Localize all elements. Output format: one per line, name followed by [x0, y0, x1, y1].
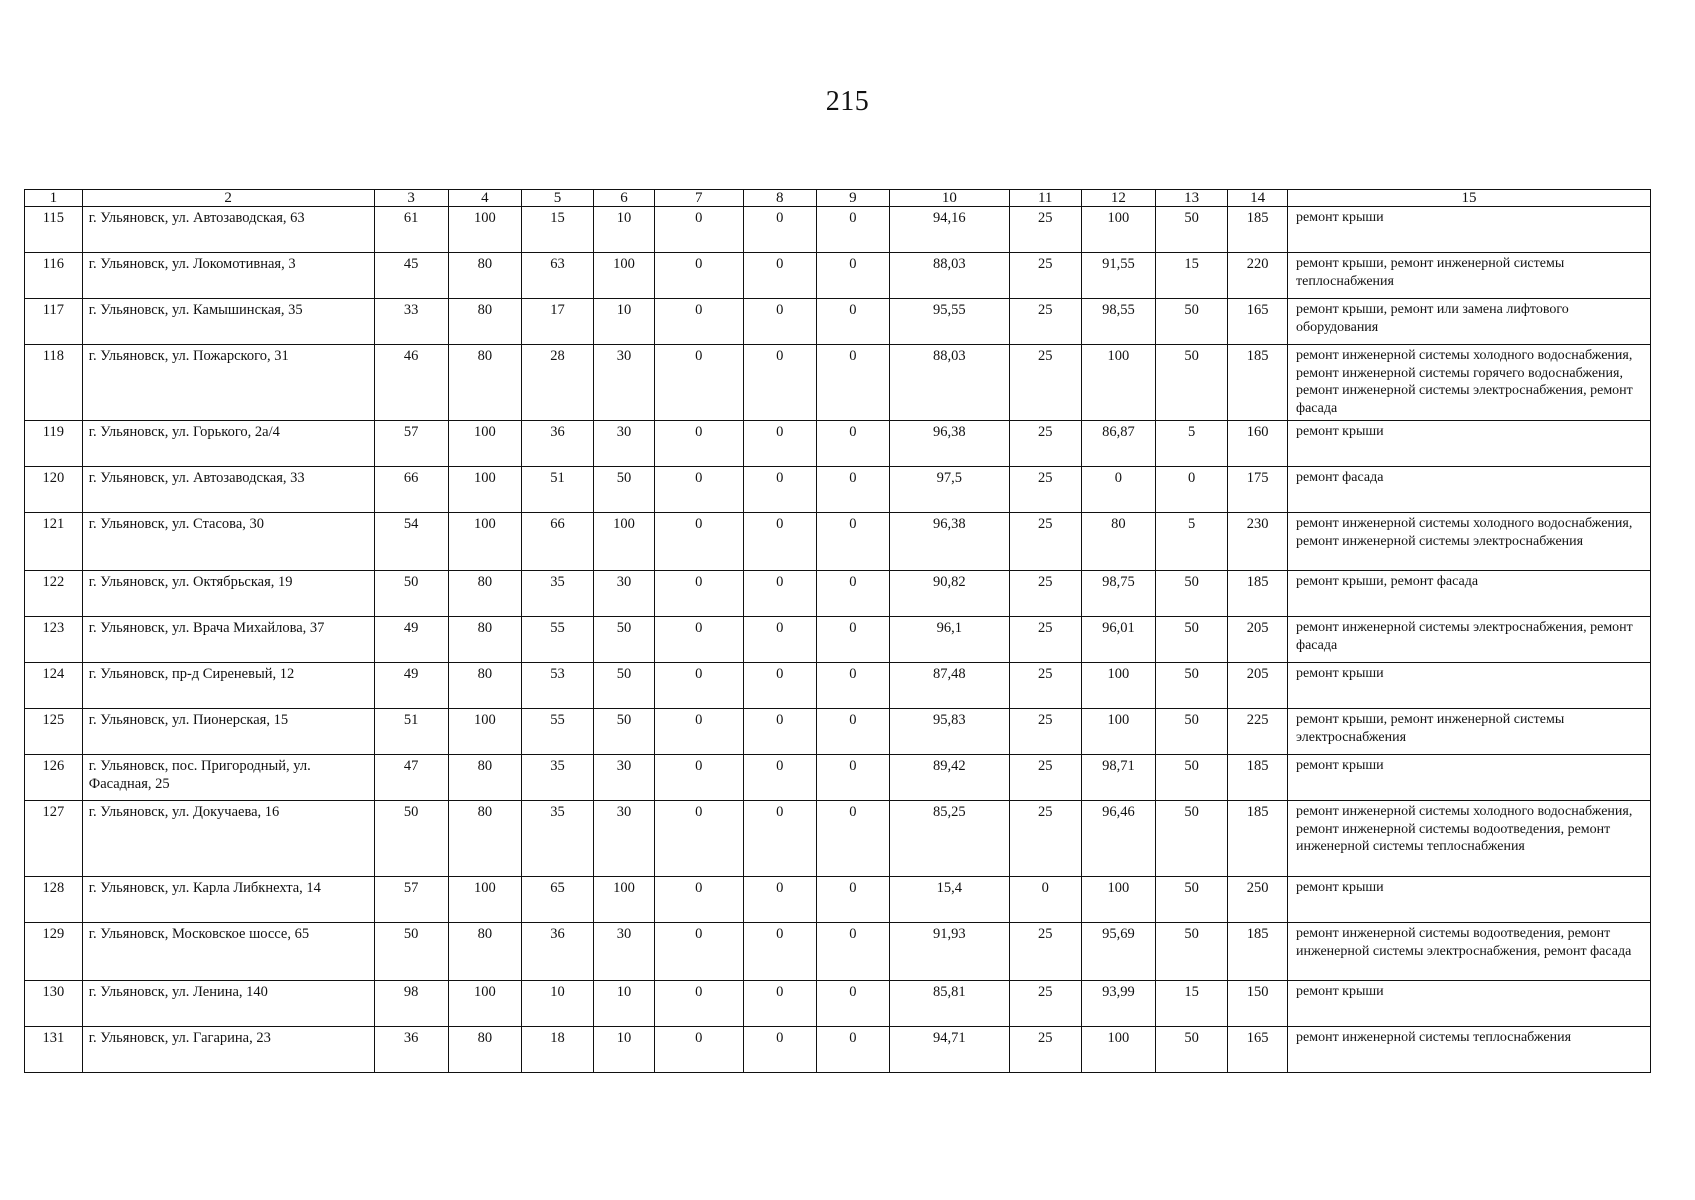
- value-cell-c8: 0: [743, 877, 816, 923]
- value-cell-c3: 49: [374, 617, 448, 663]
- value-cell-c7: 0: [654, 513, 743, 571]
- value-cell-c7: 0: [654, 663, 743, 709]
- value-cell-c9: 0: [816, 421, 889, 467]
- row-number: 121: [25, 513, 83, 571]
- value-cell-c14: 220: [1228, 253, 1288, 299]
- column-header-12: 12: [1081, 190, 1155, 207]
- row-number: 117: [25, 299, 83, 345]
- value-cell-c7: 0: [654, 467, 743, 513]
- value-cell-c11: 25: [1009, 755, 1081, 801]
- value-cell-c8: 0: [743, 513, 816, 571]
- value-cell-c5: 51: [521, 467, 593, 513]
- value-cell-c13: 5: [1156, 421, 1228, 467]
- column-header-4: 4: [448, 190, 521, 207]
- value-cell-c3: 49: [374, 663, 448, 709]
- table-row: [25, 877, 1651, 923]
- value-cell-c3: 45: [374, 253, 448, 299]
- works-cell: ремонт инженерной системы теплоснабжения: [1288, 1027, 1651, 1073]
- value-cell-c11: 25: [1009, 709, 1081, 755]
- value-cell-c4: 100: [448, 513, 521, 571]
- value-cell-c14: 185: [1228, 207, 1288, 253]
- value-cell-c11: 25: [1009, 513, 1081, 571]
- value-cell-c12: 86,87: [1081, 421, 1155, 467]
- value-cell-c9: 0: [816, 755, 889, 801]
- value-cell-c3: 47: [374, 755, 448, 801]
- table-row: [25, 755, 1651, 801]
- value-cell-c4: 80: [448, 663, 521, 709]
- table-row: [25, 663, 1651, 709]
- value-cell-c6: 10: [594, 207, 655, 253]
- value-cell-c9: 0: [816, 207, 889, 253]
- value-cell-c8: 0: [743, 571, 816, 617]
- value-cell-c12: 91,55: [1081, 253, 1155, 299]
- value-cell-c11: 25: [1009, 923, 1081, 981]
- value-cell-c9: 0: [816, 663, 889, 709]
- works-cell: ремонт крыши: [1288, 981, 1651, 1027]
- address-cell: г. Ульяновск, ул. Камышинская, 35: [82, 299, 374, 345]
- value-cell-c9: 0: [816, 299, 889, 345]
- value-cell-c3: 98: [374, 981, 448, 1027]
- value-cell-c6: 10: [594, 299, 655, 345]
- value-cell-c11: 25: [1009, 1027, 1081, 1073]
- value-cell-c11: 25: [1009, 467, 1081, 513]
- value-cell-c13: 50: [1156, 571, 1228, 617]
- value-cell-c5: 10: [521, 981, 593, 1027]
- value-cell-c7: 0: [654, 299, 743, 345]
- row-number: 125: [25, 709, 83, 755]
- value-cell-c9: 0: [816, 981, 889, 1027]
- value-cell-c14: 205: [1228, 663, 1288, 709]
- value-cell-c11: 25: [1009, 981, 1081, 1027]
- value-cell-c4: 80: [448, 755, 521, 801]
- value-cell-c5: 36: [521, 421, 593, 467]
- value-cell-c14: 165: [1228, 1027, 1288, 1073]
- value-cell-c12: 100: [1081, 1027, 1155, 1073]
- value-cell-c4: 100: [448, 709, 521, 755]
- works-cell: ремонт крыши: [1288, 421, 1651, 467]
- value-cell-c6: 100: [594, 513, 655, 571]
- value-cell-c8: 0: [743, 467, 816, 513]
- value-cell-c10: 97,5: [890, 467, 1010, 513]
- page-number: 215: [825, 86, 870, 117]
- table-row: [25, 513, 1651, 571]
- table-row: [25, 345, 1651, 421]
- table-row: [25, 207, 1651, 253]
- value-cell-c9: 0: [816, 923, 889, 981]
- value-cell-c5: 35: [521, 571, 593, 617]
- value-cell-c12: 100: [1081, 207, 1155, 253]
- value-cell-c8: 0: [743, 617, 816, 663]
- value-cell-c14: 225: [1228, 709, 1288, 755]
- value-cell-c6: 50: [594, 709, 655, 755]
- value-cell-c10: 88,03: [890, 345, 1010, 421]
- repair-program-table: [24, 189, 1651, 1073]
- value-cell-c11: 25: [1009, 345, 1081, 421]
- value-cell-c7: 0: [654, 709, 743, 755]
- value-cell-c8: 0: [743, 709, 816, 755]
- column-header-14: 14: [1228, 190, 1288, 207]
- value-cell-c12: 95,69: [1081, 923, 1155, 981]
- value-cell-c8: 0: [743, 299, 816, 345]
- value-cell-c4: 80: [448, 617, 521, 663]
- value-cell-c7: 0: [654, 253, 743, 299]
- value-cell-c6: 30: [594, 571, 655, 617]
- row-number: 126: [25, 755, 83, 801]
- value-cell-c6: 10: [594, 1027, 655, 1073]
- value-cell-c9: 0: [816, 1027, 889, 1073]
- value-cell-c3: 66: [374, 467, 448, 513]
- value-cell-c4: 80: [448, 571, 521, 617]
- column-header-6: 6: [594, 190, 655, 207]
- value-cell-c4: 80: [448, 923, 521, 981]
- value-cell-c14: 185: [1228, 571, 1288, 617]
- value-cell-c4: 100: [448, 981, 521, 1027]
- table-row: [25, 617, 1651, 663]
- value-cell-c5: 55: [521, 617, 593, 663]
- works-cell: ремонт крыши, ремонт инженерной системы электроснабжения: [1288, 709, 1651, 755]
- value-cell-c6: 30: [594, 923, 655, 981]
- value-cell-c12: 100: [1081, 663, 1155, 709]
- value-cell-c7: 0: [654, 1027, 743, 1073]
- value-cell-c5: 66: [521, 513, 593, 571]
- value-cell-c12: 100: [1081, 877, 1155, 923]
- value-cell-c7: 0: [654, 421, 743, 467]
- address-cell: г. Ульяновск, ул. Автозаводская, 33: [82, 467, 374, 513]
- value-cell-c9: 0: [816, 345, 889, 421]
- value-cell-c6: 100: [594, 253, 655, 299]
- value-cell-c11: 25: [1009, 253, 1081, 299]
- value-cell-c12: 96,01: [1081, 617, 1155, 663]
- column-header-15: 15: [1288, 190, 1651, 207]
- value-cell-c11: 25: [1009, 617, 1081, 663]
- value-cell-c8: 0: [743, 755, 816, 801]
- value-cell-c10: 94,16: [890, 207, 1010, 253]
- value-cell-c11: 25: [1009, 299, 1081, 345]
- value-cell-c3: 54: [374, 513, 448, 571]
- row-number: 129: [25, 923, 83, 981]
- value-cell-c13: 15: [1156, 981, 1228, 1027]
- value-cell-c10: 96,38: [890, 513, 1010, 571]
- row-number: 115: [25, 207, 83, 253]
- row-number: 122: [25, 571, 83, 617]
- value-cell-c6: 10: [594, 981, 655, 1027]
- row-number: 131: [25, 1027, 83, 1073]
- address-cell: г. Ульяновск, пос. Пригородный, ул. Фасадная, 25: [82, 755, 374, 801]
- address-cell: г. Ульяновск, ул. Карла Либкнехта, 14: [82, 877, 374, 923]
- value-cell-c3: 36: [374, 1027, 448, 1073]
- value-cell-c5: 36: [521, 923, 593, 981]
- value-cell-c4: 80: [448, 299, 521, 345]
- value-cell-c9: 0: [816, 617, 889, 663]
- value-cell-c4: 80: [448, 345, 521, 421]
- value-cell-c7: 0: [654, 571, 743, 617]
- value-cell-c3: 57: [374, 421, 448, 467]
- value-cell-c11: 0: [1009, 877, 1081, 923]
- table-row: [25, 923, 1651, 981]
- value-cell-c14: 185: [1228, 345, 1288, 421]
- value-cell-c5: 35: [521, 755, 593, 801]
- value-cell-c5: 15: [521, 207, 593, 253]
- works-cell: ремонт инженерной системы холодного водоснабжения, ремонт инженерной системы электроснабжения: [1288, 513, 1651, 571]
- value-cell-c8: 0: [743, 801, 816, 877]
- value-cell-c8: 0: [743, 345, 816, 421]
- value-cell-c13: 50: [1156, 345, 1228, 421]
- value-cell-c13: 5: [1156, 513, 1228, 571]
- table-row: [25, 467, 1651, 513]
- table-row: [25, 1027, 1651, 1073]
- value-cell-c4: 80: [448, 801, 521, 877]
- value-cell-c8: 0: [743, 253, 816, 299]
- repair-program-table-wrap: [24, 189, 1651, 1073]
- value-cell-c10: 15,4: [890, 877, 1010, 923]
- row-number: 130: [25, 981, 83, 1027]
- value-cell-c5: 65: [521, 877, 593, 923]
- value-cell-c9: 0: [816, 467, 889, 513]
- value-cell-c14: 160: [1228, 421, 1288, 467]
- works-cell: ремонт крыши, ремонт или замена лифтового оборудования: [1288, 299, 1651, 345]
- value-cell-c14: 175: [1228, 467, 1288, 513]
- address-cell: г. Ульяновск, ул. Врача Михайлова, 37: [82, 617, 374, 663]
- value-cell-c6: 50: [594, 617, 655, 663]
- value-cell-c5: 17: [521, 299, 593, 345]
- address-cell: г. Ульяновск, ул. Стасова, 30: [82, 513, 374, 571]
- value-cell-c7: 0: [654, 981, 743, 1027]
- header-row: [25, 190, 1651, 207]
- works-cell: ремонт крыши: [1288, 755, 1651, 801]
- column-header-10: 10: [890, 190, 1010, 207]
- table-row: [25, 981, 1651, 1027]
- value-cell-c5: 53: [521, 663, 593, 709]
- value-cell-c6: 100: [594, 877, 655, 923]
- table-row: [25, 421, 1651, 467]
- value-cell-c11: 25: [1009, 421, 1081, 467]
- value-cell-c10: 90,82: [890, 571, 1010, 617]
- value-cell-c3: 57: [374, 877, 448, 923]
- value-cell-c13: 15: [1156, 253, 1228, 299]
- value-cell-c10: 91,93: [890, 923, 1010, 981]
- value-cell-c10: 87,48: [890, 663, 1010, 709]
- table-row: [25, 801, 1651, 877]
- works-cell: ремонт крыши: [1288, 207, 1651, 253]
- value-cell-c11: 25: [1009, 207, 1081, 253]
- value-cell-c12: 0: [1081, 467, 1155, 513]
- address-cell: г. Ульяновск, ул. Пионерская, 15: [82, 709, 374, 755]
- works-cell: ремонт крыши, ремонт фасада: [1288, 571, 1651, 617]
- value-cell-c5: 18: [521, 1027, 593, 1073]
- value-cell-c10: 96,1: [890, 617, 1010, 663]
- value-cell-c14: 205: [1228, 617, 1288, 663]
- value-cell-c12: 93,99: [1081, 981, 1155, 1027]
- row-number: 116: [25, 253, 83, 299]
- address-cell: г. Ульяновск, ул. Гагарина, 23: [82, 1027, 374, 1073]
- value-cell-c8: 0: [743, 1027, 816, 1073]
- value-cell-c10: 95,83: [890, 709, 1010, 755]
- value-cell-c5: 55: [521, 709, 593, 755]
- value-cell-c10: 94,71: [890, 1027, 1010, 1073]
- address-cell: г. Ульяновск, ул. Докучаева, 16: [82, 801, 374, 877]
- value-cell-c12: 80: [1081, 513, 1155, 571]
- value-cell-c10: 89,42: [890, 755, 1010, 801]
- column-header-8: 8: [743, 190, 816, 207]
- value-cell-c14: 230: [1228, 513, 1288, 571]
- address-cell: г. Ульяновск, ул. Локомотивная, 3: [82, 253, 374, 299]
- table-row: [25, 253, 1651, 299]
- value-cell-c5: 35: [521, 801, 593, 877]
- works-cell: ремонт инженерной системы водоотведения, ремонт инженерной системы электроснабжения, ремонт фасада: [1288, 923, 1651, 981]
- value-cell-c9: 0: [816, 513, 889, 571]
- works-cell: ремонт инженерной системы электроснабжения, ремонт фасада: [1288, 617, 1651, 663]
- works-cell: ремонт инженерной системы холодного водоснабжения, ремонт инженерной системы водоотведения, ремонт инженерной системы теплоснабжения: [1288, 801, 1651, 877]
- value-cell-c13: 50: [1156, 755, 1228, 801]
- value-cell-c3: 50: [374, 571, 448, 617]
- column-header-9: 9: [816, 190, 889, 207]
- column-header-7: 7: [654, 190, 743, 207]
- value-cell-c13: 50: [1156, 663, 1228, 709]
- row-number: 128: [25, 877, 83, 923]
- value-cell-c14: 185: [1228, 801, 1288, 877]
- row-number: 118: [25, 345, 83, 421]
- value-cell-c6: 30: [594, 421, 655, 467]
- value-cell-c4: 100: [448, 467, 521, 513]
- works-cell: ремонт крыши, ремонт инженерной системы теплоснабжения: [1288, 253, 1651, 299]
- value-cell-c9: 0: [816, 709, 889, 755]
- address-cell: г. Ульяновск, ул. Горького, 2а/4: [82, 421, 374, 467]
- column-header-5: 5: [521, 190, 593, 207]
- value-cell-c11: 25: [1009, 571, 1081, 617]
- value-cell-c11: 25: [1009, 801, 1081, 877]
- table-row: [25, 571, 1651, 617]
- value-cell-c12: 96,46: [1081, 801, 1155, 877]
- value-cell-c6: 30: [594, 345, 655, 421]
- value-cell-c9: 0: [816, 801, 889, 877]
- value-cell-c13: 50: [1156, 1027, 1228, 1073]
- address-cell: г. Ульяновск, ул. Пожарского, 31: [82, 345, 374, 421]
- value-cell-c6: 50: [594, 663, 655, 709]
- table-header: [25, 190, 1651, 207]
- value-cell-c8: 0: [743, 663, 816, 709]
- column-header-3: 3: [374, 190, 448, 207]
- value-cell-c12: 100: [1081, 709, 1155, 755]
- value-cell-c13: 50: [1156, 709, 1228, 755]
- value-cell-c10: 88,03: [890, 253, 1010, 299]
- value-cell-c13: 50: [1156, 801, 1228, 877]
- value-cell-c11: 25: [1009, 663, 1081, 709]
- column-header-1: 1: [25, 190, 83, 207]
- value-cell-c8: 0: [743, 207, 816, 253]
- value-cell-c13: 0: [1156, 467, 1228, 513]
- value-cell-c7: 0: [654, 877, 743, 923]
- value-cell-c3: 46: [374, 345, 448, 421]
- row-number: 119: [25, 421, 83, 467]
- value-cell-c7: 0: [654, 617, 743, 663]
- column-header-2: 2: [82, 190, 374, 207]
- address-cell: г. Ульяновск, ул. Ленина, 140: [82, 981, 374, 1027]
- value-cell-c13: 50: [1156, 877, 1228, 923]
- column-header-13: 13: [1156, 190, 1228, 207]
- works-cell: ремонт инженерной системы холодного водоснабжения, ремонт инженерной системы горячего водоснабжения, ремонт инженерной системы электроснабжения, ремонт фасада: [1288, 345, 1651, 421]
- table-row: [25, 709, 1651, 755]
- value-cell-c7: 0: [654, 801, 743, 877]
- value-cell-c10: 85,81: [890, 981, 1010, 1027]
- value-cell-c6: 50: [594, 467, 655, 513]
- value-cell-c3: 61: [374, 207, 448, 253]
- value-cell-c4: 100: [448, 207, 521, 253]
- value-cell-c7: 0: [654, 755, 743, 801]
- works-cell: ремонт фасада: [1288, 467, 1651, 513]
- address-cell: г. Ульяновск, Московское шоссе, 65: [82, 923, 374, 981]
- value-cell-c9: 0: [816, 253, 889, 299]
- value-cell-c10: 85,25: [890, 801, 1010, 877]
- value-cell-c9: 0: [816, 571, 889, 617]
- value-cell-c8: 0: [743, 421, 816, 467]
- value-cell-c7: 0: [654, 207, 743, 253]
- value-cell-c8: 0: [743, 923, 816, 981]
- value-cell-c13: 50: [1156, 299, 1228, 345]
- row-number: 120: [25, 467, 83, 513]
- value-cell-c6: 30: [594, 801, 655, 877]
- column-header-11: 11: [1009, 190, 1081, 207]
- value-cell-c12: 100: [1081, 345, 1155, 421]
- value-cell-c13: 50: [1156, 923, 1228, 981]
- value-cell-c14: 185: [1228, 755, 1288, 801]
- value-cell-c4: 80: [448, 1027, 521, 1073]
- value-cell-c12: 98,75: [1081, 571, 1155, 617]
- row-number: 123: [25, 617, 83, 663]
- value-cell-c13: 50: [1156, 207, 1228, 253]
- value-cell-c14: 150: [1228, 981, 1288, 1027]
- value-cell-c10: 96,38: [890, 421, 1010, 467]
- value-cell-c13: 50: [1156, 617, 1228, 663]
- value-cell-c3: 51: [374, 709, 448, 755]
- value-cell-c3: 50: [374, 801, 448, 877]
- value-cell-c7: 0: [654, 345, 743, 421]
- value-cell-c10: 95,55: [890, 299, 1010, 345]
- address-cell: г. Ульяновск, ул. Октябрьская, 19: [82, 571, 374, 617]
- value-cell-c5: 28: [521, 345, 593, 421]
- value-cell-c8: 0: [743, 981, 816, 1027]
- value-cell-c7: 0: [654, 923, 743, 981]
- value-cell-c4: 100: [448, 877, 521, 923]
- address-cell: г. Ульяновск, ул. Автозаводская, 63: [82, 207, 374, 253]
- works-cell: ремонт крыши: [1288, 663, 1651, 709]
- row-number: 124: [25, 663, 83, 709]
- row-number: 127: [25, 801, 83, 877]
- table-row: [25, 299, 1651, 345]
- value-cell-c4: 100: [448, 421, 521, 467]
- value-cell-c5: 63: [521, 253, 593, 299]
- value-cell-c14: 165: [1228, 299, 1288, 345]
- value-cell-c4: 80: [448, 253, 521, 299]
- value-cell-c3: 33: [374, 299, 448, 345]
- value-cell-c3: 50: [374, 923, 448, 981]
- value-cell-c14: 250: [1228, 877, 1288, 923]
- value-cell-c12: 98,55: [1081, 299, 1155, 345]
- value-cell-c14: 185: [1228, 923, 1288, 981]
- address-cell: г. Ульяновск, пр-д Сиреневый, 12: [82, 663, 374, 709]
- value-cell-c12: 98,71: [1081, 755, 1155, 801]
- value-cell-c9: 0: [816, 877, 889, 923]
- value-cell-c6: 30: [594, 755, 655, 801]
- works-cell: ремонт крыши: [1288, 877, 1651, 923]
- table-body: [25, 207, 1651, 1073]
